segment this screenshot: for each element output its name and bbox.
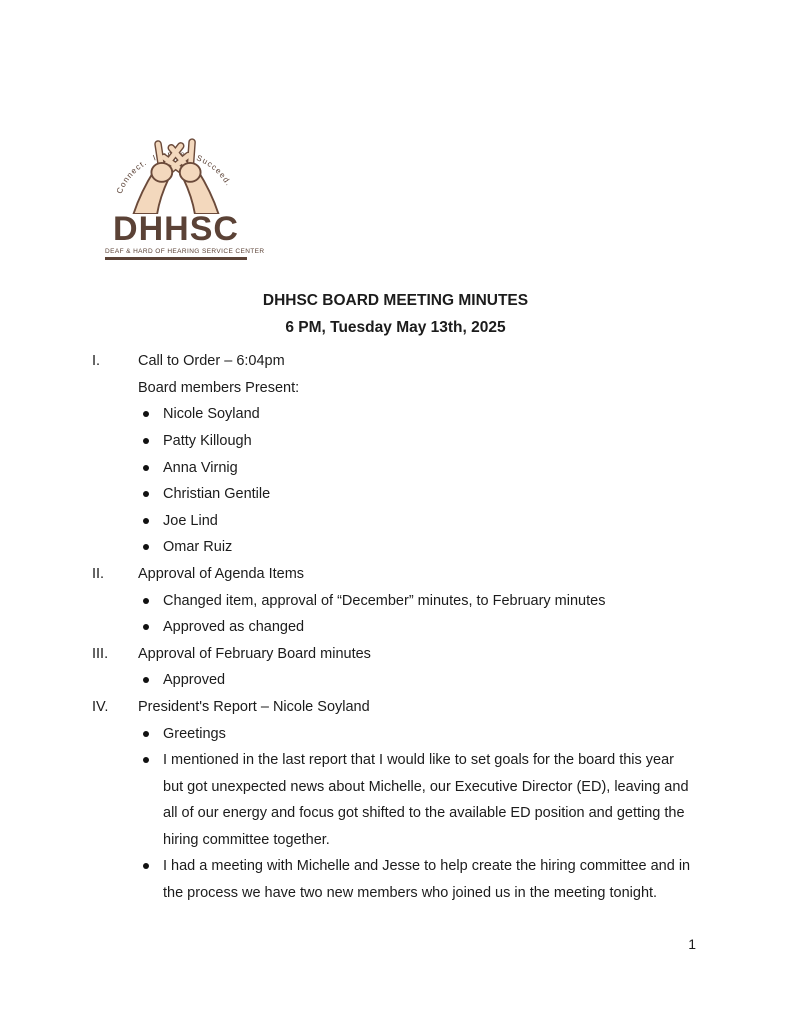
list-item-text: Approved as changed [163, 619, 305, 636]
logo-arc-tagline: Connect. Inspire. Succeed. [114, 149, 234, 196]
list-item [143, 508, 696, 535]
list-item [143, 428, 696, 455]
list-item-text: Patty Killough [163, 432, 252, 449]
list-item [143, 401, 696, 428]
document-subtitle: 6 PM, Tuesday May 13th, 2025 [285, 318, 506, 336]
bullet-icon [143, 721, 163, 748]
list-item-text: Greetings [163, 725, 226, 742]
section-numeral: I. [92, 353, 101, 370]
bullet-icon [143, 508, 163, 535]
list-item-text: I mentioned in the last report that I would like to set goals for the board this year but got unexpected news about Michelle, our Executive Director (ED), leaving and all of our energy and focus got shifted to the available ED position and getting the hiring committee together. [163, 752, 689, 848]
section-title: Approval of February Board minutes [138, 645, 371, 662]
section-title: Approval of Agenda Items [138, 565, 305, 582]
section-heading [92, 641, 701, 668]
list-item [143, 481, 696, 508]
section-title: Call to Order – 6:04pm [138, 353, 285, 370]
section-numeral: III. [92, 645, 109, 662]
section-numeral: II. [92, 565, 105, 582]
section-heading [92, 348, 701, 375]
list-item-text: Omar Ruiz [163, 539, 233, 556]
bullet-icon [143, 534, 163, 561]
list-item-text: Approved [163, 672, 226, 689]
bullet-icon [143, 428, 163, 455]
bullet-icon [143, 481, 163, 508]
logo-subtext: DEAF & HARD OF HEARING SERVICE CENTER [105, 248, 265, 255]
list-item-text: Christian Gentile [163, 486, 271, 503]
section-numeral: IV. [92, 698, 109, 715]
logo-wordmark: DHHSC [113, 210, 239, 248]
list-item [143, 721, 696, 748]
list-item [143, 588, 696, 615]
list-item [143, 455, 696, 482]
hands-sign-language-icon [105, 110, 247, 214]
list-item [143, 534, 696, 561]
bullet-icon [143, 455, 163, 482]
list-item [143, 667, 696, 694]
section-title: President's Report – Nicole Soyland [138, 698, 370, 715]
section-heading [92, 694, 701, 721]
list-item [143, 614, 696, 641]
list-item-text: Changed item, approval of “December” minutes, to February minutes [163, 592, 606, 609]
bullet-icon [143, 614, 163, 641]
bullet-icon [143, 401, 163, 428]
bullet-icon [143, 747, 163, 853]
bullet-icon [143, 853, 163, 906]
list-item [143, 853, 696, 906]
section-subheading: Board members Present: [138, 379, 300, 396]
bullet-icon [143, 667, 163, 694]
page-number: 1 [688, 936, 696, 952]
bullet-icon [143, 588, 163, 615]
logo-rule [105, 257, 247, 260]
dhhsc-logo [105, 110, 265, 260]
list-item-text: Anna Virnig [163, 459, 238, 476]
list-item-text: I had a meeting with Michelle and Jesse to help create the hiring committee and in the process we have two new members who joined us in the meeting tonight. [163, 858, 691, 902]
section-heading [92, 561, 701, 588]
list-item-text: Nicole Soyland [163, 406, 260, 423]
minutes-body [0, 348, 791, 906]
list-item-text: Joe Lind [163, 512, 218, 529]
document-title: DHHSC BOARD MEETING MINUTES [262, 292, 529, 309]
list-item [143, 747, 696, 853]
